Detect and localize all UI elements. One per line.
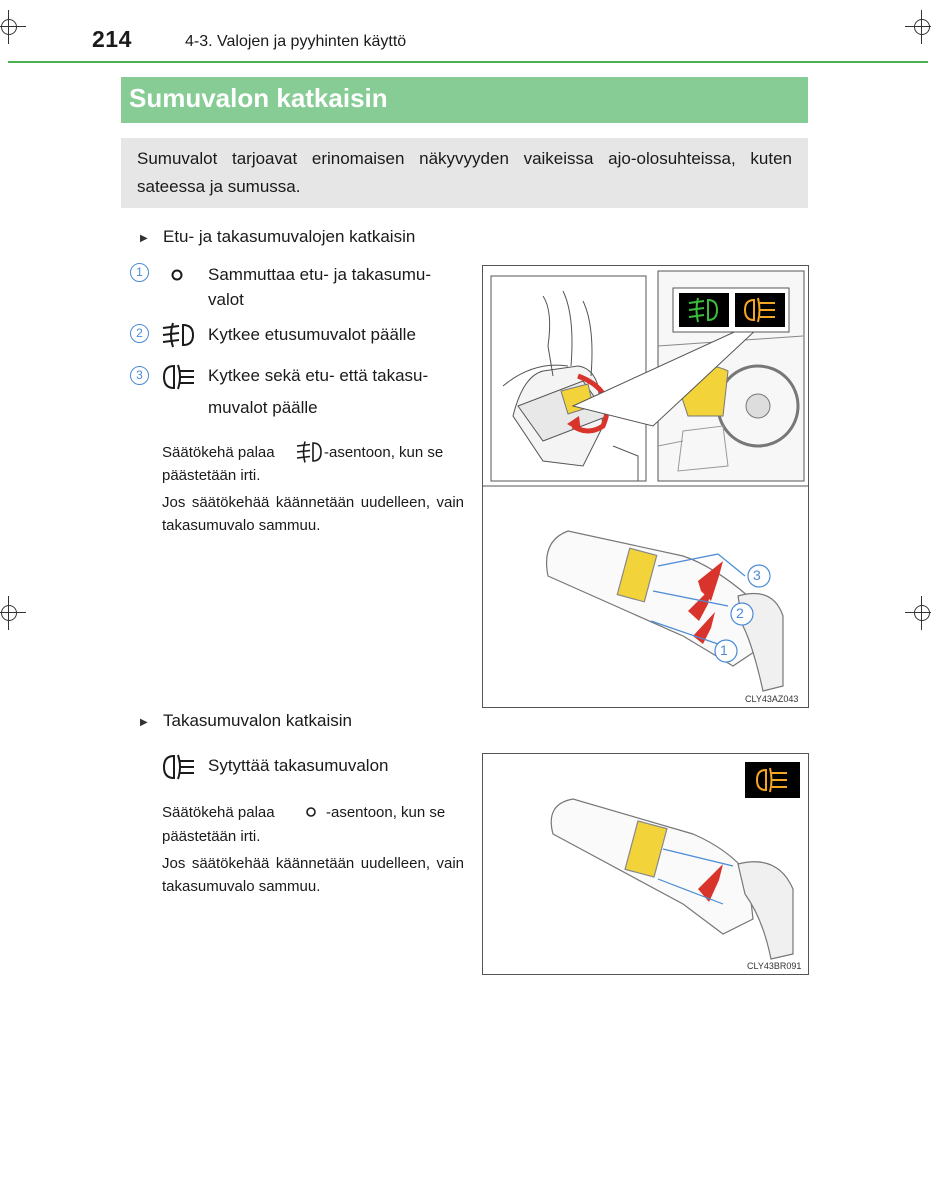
front-fog-light-inline-icon [294, 440, 324, 464]
callout-1-label: 1 [720, 642, 728, 658]
item-3-text-line2: muvalot päälle [208, 398, 318, 417]
note-1b: -asentoon, kun se [324, 444, 444, 461]
figure-2-code: CLY43BR091 [747, 961, 802, 971]
section-title: Sumuvalon katkaisin [129, 83, 388, 113]
figure-1-code: CLY43AZ043 [745, 694, 799, 704]
section-2-note-1c: päästetään irti. [162, 828, 261, 845]
front-fog-indicator [679, 293, 729, 327]
figure-2-illustration [483, 754, 808, 974]
figure-1 [482, 265, 809, 708]
page-number: 214 [92, 26, 132, 52]
section-2-item-text: Sytyttää takasumuvalon [208, 756, 389, 775]
registration-mark-top-left [0, 18, 18, 36]
intro-text: Sumuvalot tarjoavat erinomaisen näkyvyyden vaikeissa ajo-olosuhteissa, kuten sateessa ja sumussa. [137, 149, 792, 196]
hand-inset [491, 276, 646, 481]
rear-fog-light-icon [160, 362, 198, 392]
section-2-note-1b: -asentoon, kun se [326, 804, 446, 821]
note-2: Jos säätökehää käännetään uudelleen, vain takasumuvalo sammuu. [162, 494, 464, 534]
item-number-1: 1 [130, 263, 149, 282]
item-number-3: 3 [130, 366, 149, 385]
callout-2-label: 2 [736, 605, 744, 621]
section-2-note-2: Jos säätökehää käännetään uudelleen, vain takasumuvalo sammuu. [162, 855, 464, 895]
figure-1-illustration [483, 266, 808, 707]
front-fog-light-icon [159, 321, 197, 349]
item-1-text-line1: Sammuttaa etu- ja takasumu- [208, 265, 431, 284]
bullet-triangle-icon: ▶ [140, 233, 148, 244]
off-position-icon [170, 268, 184, 282]
item-2-text: Kytkee etusumuvalot päälle [208, 325, 416, 344]
bullet-triangle-icon: ▶ [140, 717, 148, 728]
note-1a: Säätökehä palaa [162, 444, 275, 461]
registration-mark-mid-right [913, 604, 931, 622]
registration-mark-top-right [913, 18, 931, 36]
callout-3-label: 3 [753, 567, 761, 583]
subsection-heading-1: Etu- ja takasumuvalojen katkaisin [163, 227, 416, 246]
note-1c: päästetään irti. [162, 467, 261, 484]
item-1-text-line2: valot [208, 290, 244, 309]
chapter-title: 4-3. Valojen ja pyyhinten käyttö [185, 33, 407, 50]
section-2-note-1a: Säätökehä palaa [162, 804, 275, 821]
item-3-text-line1: Kytkee sekä etu- että takasu- [208, 366, 429, 385]
item-number-2: 2 [130, 324, 149, 343]
figure-2 [482, 753, 809, 975]
header-rule [8, 61, 928, 63]
registration-mark-mid-left [0, 604, 18, 622]
off-position-inline-icon [305, 806, 317, 818]
rear-fog-light-icon [160, 752, 198, 782]
subsection-heading-2: Takasumuvalon katkaisin [163, 711, 352, 730]
